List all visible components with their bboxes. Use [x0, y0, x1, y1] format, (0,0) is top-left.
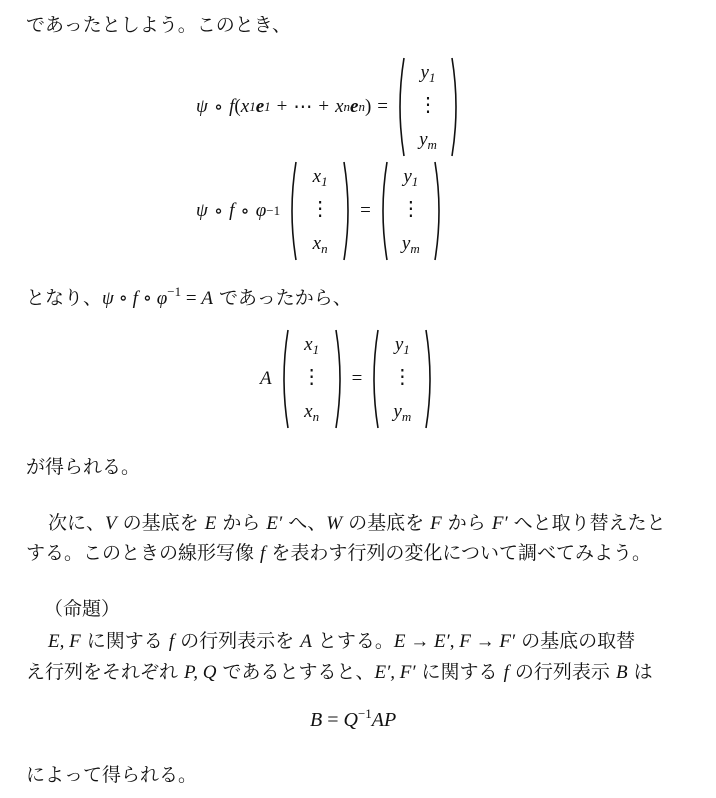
vector-top-entry: y — [420, 62, 429, 83]
vdots: ⋮ — [310, 198, 331, 220]
vector-bottom-subscript: m — [401, 409, 412, 424]
vdots: ⋮ — [400, 198, 421, 220]
plus-operator: + — [276, 96, 288, 117]
e1-subscript: 1 — [264, 99, 271, 114]
B-symbol: B — [615, 662, 628, 683]
comma: , — [449, 631, 460, 652]
text-segment: は — [627, 661, 653, 683]
vector-top-entry: x — [304, 334, 313, 355]
vector-bottom-entry: y — [401, 233, 411, 254]
equals-sign: = — [181, 288, 202, 309]
vdots: ⋮ — [417, 94, 438, 116]
vdots: ⋮ — [301, 366, 322, 388]
vector-bottom-entry: x — [304, 401, 313, 422]
x1-subscript: 1 — [249, 99, 256, 114]
left-bracket — [377, 160, 389, 262]
equation-1 — [196, 56, 462, 158]
E-F-symbols: E, F — [48, 631, 81, 652]
vector-top-subscript: 1 — [321, 174, 328, 189]
f-symbol: f — [229, 96, 235, 117]
vector-bottom-subscript: m — [410, 241, 420, 256]
left-bracket — [286, 160, 298, 262]
equals-sign: = — [360, 200, 371, 221]
text-segment: する。このときの線形写像 — [26, 542, 261, 564]
tonari-line — [26, 283, 352, 310]
text-segment: とする。 — [311, 630, 394, 652]
paragraph-line-2 — [26, 538, 651, 565]
x1-symbol: x — [240, 96, 250, 117]
f-symbol: f — [168, 631, 175, 652]
F-symbol: F — [430, 513, 442, 534]
Q-symbol: Q — [343, 709, 358, 731]
E-symbol: E — [393, 631, 406, 652]
right-bracket — [334, 328, 346, 430]
B-symbol: B — [310, 709, 323, 731]
en-vector: e — [350, 96, 359, 117]
F-prime-symbol: F′ — [499, 631, 516, 652]
text-segment: であるとすると、 — [216, 661, 375, 683]
xn-subscript: n — [343, 99, 350, 114]
equals-sign: = — [377, 96, 388, 117]
right-bracket — [342, 160, 354, 262]
text-segment: へ、 — [282, 512, 327, 534]
column-vector-y — [377, 160, 445, 262]
f-symbol: f — [260, 543, 266, 564]
left-bracket — [368, 328, 380, 430]
arrow-symbol: → — [470, 631, 500, 652]
compose-operator: ∘ — [213, 200, 224, 222]
text-segment: の基底の取替 — [515, 630, 636, 652]
E-prime-symbol: E′ — [433, 631, 450, 652]
F-symbol: F — [459, 631, 471, 652]
right-bracket — [433, 160, 445, 262]
xn-symbol: x — [335, 96, 344, 117]
e1-vector: e — [255, 96, 265, 117]
text-segment: の基底を — [342, 512, 431, 534]
vector-bottom-subscript: m — [427, 137, 437, 152]
arrow-symbol: → — [405, 631, 434, 652]
vdots: ⋮ — [392, 366, 413, 388]
V-symbol: V — [105, 513, 117, 534]
vector-bottom-subscript: n — [321, 241, 328, 256]
psi-symbol: ψ — [102, 288, 114, 309]
equation-4 — [310, 706, 396, 732]
final-line: によって得られる。 — [26, 764, 198, 786]
text-segment: に関する — [80, 630, 169, 652]
f-symbol: f — [229, 200, 235, 221]
psi-symbol: ψ — [196, 200, 208, 221]
paragraph-line-1 — [48, 508, 666, 535]
f-symbol: f — [503, 662, 509, 683]
text-segment: の行列表示を — [174, 630, 301, 652]
inverse-superscript: −1 — [357, 706, 372, 721]
proposition-line-1 — [48, 626, 635, 653]
text-segment: となり、 — [26, 287, 103, 309]
vector-top-entry: y — [403, 166, 412, 187]
vector-bottom-subscript: n — [312, 409, 320, 424]
vector-bottom-entry: y — [393, 401, 402, 422]
compose-operator: ∘ — [213, 96, 224, 118]
text-segment: であったから、 — [212, 287, 352, 309]
text-segment: 次に、 — [48, 512, 106, 534]
W-symbol: W — [326, 513, 343, 534]
E-prime-F-prime-symbols: E′, F′ — [374, 662, 416, 683]
close-paren: ) — [364, 96, 372, 117]
vector-top-entry: x — [312, 166, 322, 187]
compose-operator: ∘ — [113, 288, 133, 309]
equation-3 — [260, 328, 436, 430]
column-vector-x — [278, 328, 346, 430]
text-segment: から — [441, 512, 492, 534]
inverse-superscript: −1 — [266, 203, 281, 218]
text-segment: の基底を — [116, 512, 205, 534]
right-bracket — [424, 328, 436, 430]
E-prime-symbol: E′ — [266, 513, 283, 534]
vector-top-subscript: 1 — [403, 342, 410, 357]
vector-top-subscript: 1 — [411, 174, 419, 189]
plus-operator: + — [318, 96, 330, 117]
A-symbol: A — [300, 631, 312, 652]
equals-sign: = — [322, 709, 344, 731]
left-bracket — [394, 56, 406, 158]
F-prime-symbol: F′ — [491, 513, 508, 534]
column-vector-y — [394, 56, 462, 158]
right-bracket — [450, 56, 462, 158]
inverse-superscript: −1 — [167, 284, 182, 299]
A-symbol: A — [201, 288, 213, 309]
proposition-heading: （命題） — [44, 598, 121, 620]
column-vector-y — [368, 328, 436, 430]
en-subscript: n — [358, 99, 365, 114]
left-bracket — [278, 328, 290, 430]
phi-symbol: φ — [156, 288, 168, 309]
f-symbol: f — [132, 288, 138, 309]
E-symbol: E — [204, 513, 217, 534]
result-line: が得られる。 — [26, 456, 141, 478]
text-segment: え行列をそれぞれ — [26, 661, 185, 683]
proposition-line-2 — [26, 657, 653, 684]
A-symbol: A — [260, 368, 272, 389]
compose-operator: ∘ — [137, 288, 157, 309]
equation-2 — [196, 160, 445, 262]
text-segment: の行列表示 — [508, 661, 616, 683]
text-segment: に関する — [415, 661, 504, 683]
compose-operator: ∘ — [240, 200, 250, 222]
vector-top-subscript: 1 — [428, 70, 436, 85]
vector-bottom-entry: x — [312, 233, 322, 254]
phi-symbol: φ — [255, 200, 267, 221]
vector-top-subscript: 1 — [312, 342, 320, 357]
text-segment: から — [216, 512, 267, 534]
open-paren: ( — [234, 96, 241, 117]
vector-top-entry: y — [394, 334, 404, 355]
equals-sign: = — [351, 368, 363, 389]
psi-symbol: ψ — [196, 96, 208, 117]
A-P-symbols: AP — [371, 709, 397, 731]
intro-line: であったとしよう。このとき、 — [26, 14, 292, 36]
column-vector-x — [286, 160, 354, 262]
vector-bottom-entry: y — [419, 129, 428, 150]
text-segment: を表わす行列の変化について調べてみよう。 — [265, 542, 651, 564]
cdots: ⋯ — [293, 96, 313, 118]
P-Q-symbols: P, Q — [184, 662, 217, 683]
text-segment: へと取り替えたと — [507, 512, 666, 534]
